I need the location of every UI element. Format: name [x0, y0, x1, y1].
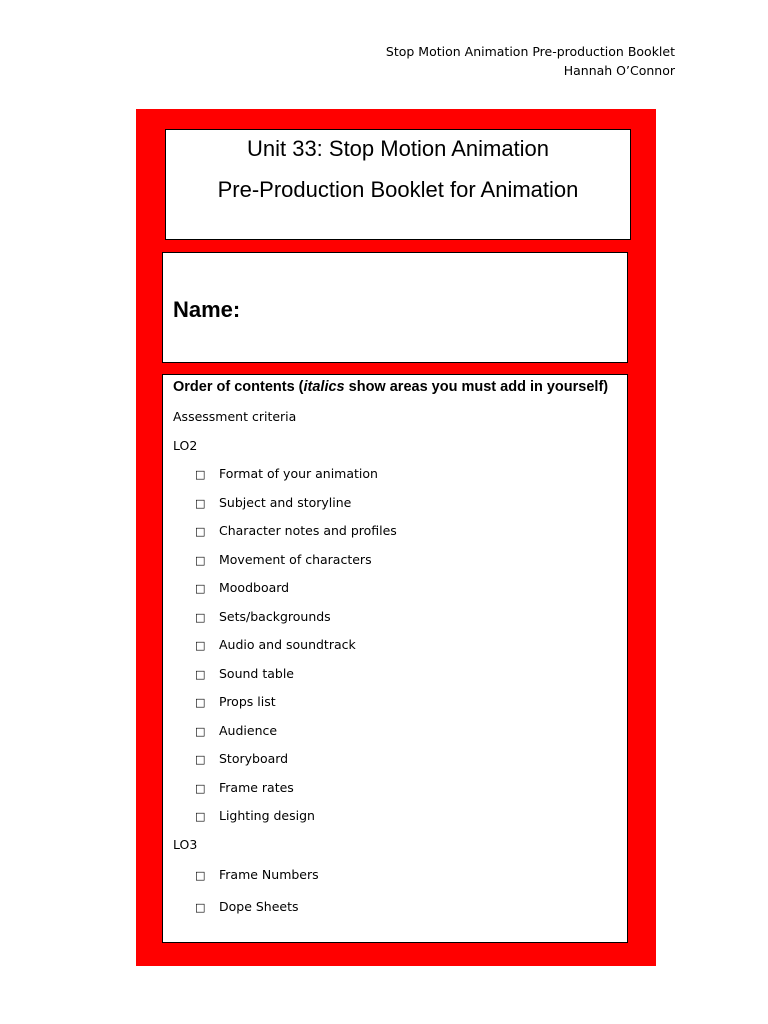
checkbox-icon: □	[195, 582, 206, 595]
checkbox-icon: □	[195, 497, 206, 510]
list-item: □ Storyboard	[195, 751, 289, 766]
contents-box	[162, 374, 628, 943]
list-item: □ Sets/backgrounds	[195, 609, 331, 624]
checkbox-icon: □	[195, 753, 206, 766]
lo3-label: LO3	[173, 837, 198, 852]
title-box	[165, 129, 631, 240]
checkbox-icon: □	[195, 725, 206, 738]
cover-frame	[136, 109, 656, 966]
checkbox-icon: □	[195, 782, 206, 795]
checkbox-icon: □	[195, 696, 206, 709]
list-item: □ Audio and soundtrack	[195, 637, 356, 652]
name-label: Name:	[173, 297, 241, 322]
unit-title: Unit 33: Stop Motion Animation	[246, 136, 550, 161]
checkbox-icon: □	[195, 901, 206, 914]
list-item: □ Lighting design	[195, 808, 315, 823]
name-box	[162, 252, 628, 363]
contents-heading: Order of contents (italics show areas you must add in yourself)	[173, 379, 609, 395]
header-author: Hannah O’Connor	[563, 63, 675, 78]
checkbox-icon: □	[195, 869, 206, 882]
list-item: □ Format of your animation	[195, 466, 378, 481]
list-item: □ Character notes and profiles	[195, 523, 397, 538]
list-item: □ Frame rates	[195, 780, 294, 795]
checkbox-icon: □	[195, 668, 206, 681]
header-booklet-title: Stop Motion Animation Pre-production Booklet	[385, 44, 675, 59]
checkbox-icon: □	[195, 468, 206, 481]
checkbox-icon: □	[195, 525, 206, 538]
checkbox-icon: □	[195, 639, 206, 652]
assessment-criteria-label: Assessment criteria	[173, 409, 297, 424]
list-item: □ Subject and storyline	[195, 495, 352, 510]
checkbox-icon: □	[195, 611, 206, 624]
list-item: □ Sound table	[195, 666, 294, 681]
list-item: □ Frame Numbers	[195, 867, 319, 882]
list-item: □ Dope Sheets	[195, 899, 299, 914]
list-item: □ Props list	[195, 694, 276, 709]
page-header	[386, 42, 675, 80]
lo2-label: LO2	[173, 438, 198, 453]
list-item: □ Audience	[195, 723, 278, 738]
list-item: □ Movement of characters	[195, 552, 372, 567]
checkbox-icon: □	[195, 810, 206, 823]
list-item: □ Moodboard	[195, 580, 290, 595]
booklet-subtitle: Pre-Production Booklet for Animation	[217, 177, 579, 202]
checkbox-icon: □	[195, 554, 206, 567]
